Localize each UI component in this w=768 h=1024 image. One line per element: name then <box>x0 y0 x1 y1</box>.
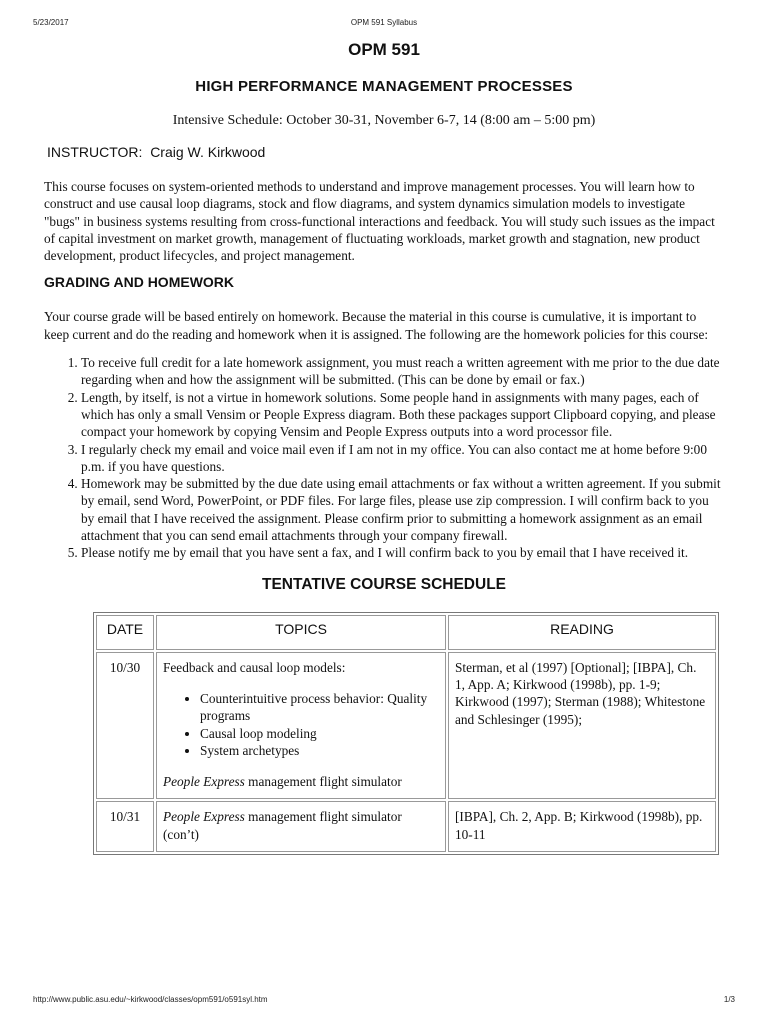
course-code: OPM 591 <box>348 40 420 59</box>
print-date: 5/23/2017 <box>33 18 69 27</box>
topic-item: • System archetypes <box>200 742 439 759</box>
topic-outro-italic: People Express <box>163 774 245 790</box>
date-cell: 10/31 <box>96 801 154 852</box>
table-header-row <box>96 615 716 650</box>
document-body <box>44 40 724 855</box>
policy-item: 1. To receive full credit for a late homework assignment, you must reach a written agreement with me prior to the due date regarding when and how the assignment will be submitted. (This can be done by email or fax.) <box>81 354 724 389</box>
topics-cell <box>156 652 446 800</box>
policy-item: 4. Homework may be submitted by the due date using email attachments or fax without a written agreement. If you submit by email, send Word, PowerPoint, or PDF files. For large files, please use zip compression. I will confirm back to you by email that I have received the assignment. Please confirm prior to submitting a homework assignment as an email attachment that you can send email attachments through your company firewall. <box>81 475 724 544</box>
topic-item: • Counterintuitive process behavior: Quality programs <box>200 690 439 725</box>
course-schedule-table <box>93 612 719 855</box>
intensive-schedule: Intensive Schedule: October 30-31, November 6-7, 14 (8:00 am – 5:00 pm) <box>172 113 596 128</box>
schedule-heading: TENTATIVE COURSE SCHEDULE <box>262 575 506 593</box>
grading-heading: GRADING AND HOMEWORK <box>44 274 235 291</box>
print-header <box>0 18 768 30</box>
course-description: This course focuses on system-oriented methods to understand and improve management processes. You will learn how to construct and use causal loop diagrams, stock and flow diagrams, and system dynamics simulation models to investigate "bugs" in business systems resulting from cross-functional interactions and feedback. You will study such issues as the impact of capital investment on market growth, management of fluctuating workloads, market growth and stagnation, new product development, product lifecycles, and project management. <box>44 179 715 264</box>
topics-cell <box>156 801 446 852</box>
page-url-link[interactable]: http://www.public.asu.edu/~kirkwood/classes/opm591/o591syl.htm <box>33 995 268 1004</box>
topic-italic: People Express <box>163 809 245 825</box>
reading-cell: Sterman, et al (1997) [Optional]; [IBPA], Ch. 1, App. A; Kirkwood (1998b), pp. 1-9; Kirkwood (1997); Sterman (1988); Whitestone and Schlesinger (1995); <box>448 652 716 800</box>
policy-item: 5. Please notify me by email that you have sent a fax, and I will confirm back to you by email that I have received it. <box>81 544 724 561</box>
column-header-topics: TOPICS <box>156 615 446 650</box>
topic-item: • Causal loop modeling <box>200 725 439 742</box>
homework-policy-list <box>44 354 724 562</box>
table-row <box>96 652 716 800</box>
policy-item: 2. Length, by itself, is not a virtue in homework solutions. Some people hand in assignments with many pages, each of which has only a small Vensim or People Express diagram. Both these packages support Clipboard copying, and please compact your homework by copying Vensim and People Express outputs into a word processor file. <box>81 389 724 441</box>
topic-outro: management flight simulator <box>244 774 402 790</box>
date-cell: 10/30 <box>96 652 154 800</box>
grading-intro: Your course grade will be based entirely on homework. Because the material in this course is cumulative, it is important to keep current and do the reading and homework when it is assigned. The following are the homework policies for this course: <box>44 309 709 342</box>
column-header-reading: READING <box>448 615 716 650</box>
topic-intro: Feedback and causal loop models: <box>163 659 346 675</box>
topic-list <box>163 690 439 759</box>
topic-text: management flight simulator (con’t) <box>163 809 402 842</box>
table-row <box>96 801 716 852</box>
print-footer <box>0 995 768 1007</box>
reading-cell: [IBPA], Ch. 2, App. B; Kirkwood (1998b), pp. 10-11 <box>448 801 716 852</box>
course-title: HIGH PERFORMANCE MANAGEMENT PROCESSES <box>195 78 573 95</box>
instructor-line: INSTRUCTOR: Craig W. Kirkwood <box>47 144 266 160</box>
policy-item: 3. I regularly check my email and voice mail even if I am not in my office. You can also contact me at home before 9:00 p.m. if you have questions. <box>81 441 724 476</box>
column-header-date: DATE <box>96 615 154 650</box>
page-number: 1/3 <box>723 995 735 1004</box>
print-page-title: OPM 591 Syllabus <box>350 18 418 27</box>
